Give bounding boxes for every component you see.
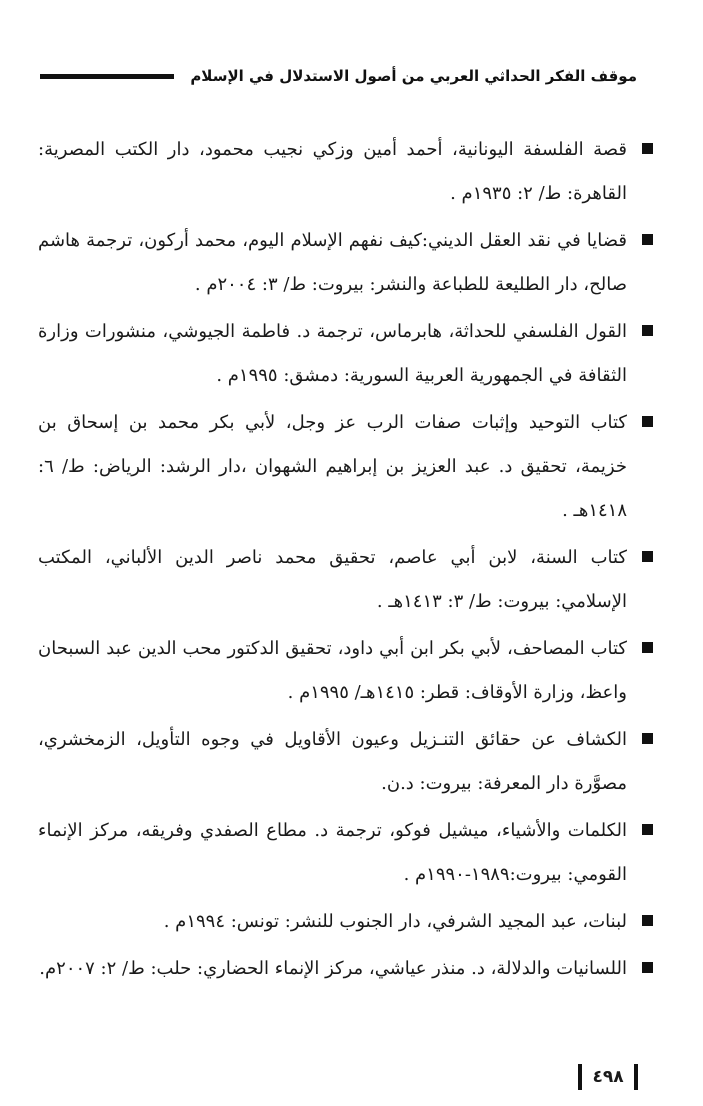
reference-item xyxy=(38,627,655,715)
reference-text: كتاب السنة، لابن أبي عاصم، تحقيق محمد ناصر الدين الألباني، المكتب الإسلامي: بيروت: ط/ ٣: ١٤١٣هـ . xyxy=(38,547,627,612)
square-bullet-icon xyxy=(642,325,653,336)
reference-text: الكشاف عن حقائق التنـزيل وعيون الأقاويل في وجوه التأويل، الزمخشري، مصوَّرة دار المعرفة: بيروت: د.ن. xyxy=(38,729,627,794)
square-bullet-icon xyxy=(642,733,653,744)
running-header xyxy=(40,60,637,92)
reference-item xyxy=(38,947,655,991)
header-title: موقف الفكر الحداثي العربي من أصول الاستدلال في الإسلام xyxy=(190,67,637,85)
reference-text: قصة الفلسفة اليونانية، أحمد أمين وزكي نجيب محمود، دار الكتب المصرية: القاهرة: ط/ ٢: ١٩٣٥م . xyxy=(38,139,627,204)
reference-text: الكلمات والأشياء، ميشيل فوكو، ترجمة د. مطاع الصفدي وفريقه، مركز الإنماء القومي: بيروت:١٩٨٩-١٩٩٠م . xyxy=(38,820,627,885)
square-bullet-icon xyxy=(642,143,653,154)
square-bullet-icon xyxy=(642,915,653,926)
reference-text: لبنات، عبد المجيد الشرفي، دار الجنوب للنشر: تونس: ١٩٩٤م . xyxy=(163,911,627,932)
reference-text: اللسانيات والدلالة، د. منذر عياشي، مركز الإنماء الحضاري: حلب: ط/ ٢: ٢٠٠٧م. xyxy=(39,958,627,979)
reference-list xyxy=(38,128,655,994)
square-bullet-icon xyxy=(642,642,653,653)
page-number: ٤٩٨ xyxy=(578,1064,638,1090)
reference-text: قضايا في نقد العقل الديني:كيف نفهم الإسلام اليوم، محمد أركون، ترجمة هاشم صالح، دار الطليعة للطباعة والنشر: بيروت: ط/ ٣: ٢٠٠٤م . xyxy=(38,230,627,295)
reference-item xyxy=(38,718,655,806)
reference-text: كتاب المصاحف، لأبي بكر ابن أبي داود، تحقيق الدكتور محب الدين عبد السبحان واعظ، وزارة الأوقاف: قطر: ١٤١٥هـ/ ١٩٩٥م . xyxy=(38,638,627,703)
square-bullet-icon xyxy=(642,416,653,427)
header-rule xyxy=(40,74,174,79)
reference-item xyxy=(38,310,655,398)
reference-item xyxy=(38,401,655,533)
square-bullet-icon xyxy=(642,551,653,562)
square-bullet-icon xyxy=(642,234,653,245)
square-bullet-icon xyxy=(642,824,653,835)
reference-item xyxy=(38,809,655,897)
reference-text: كتاب التوحيد وإثبات صفات الرب عز وجل، لأبي بكر محمد بن إسحاق بن خزيمة، تحقيق د. عبد العزيز بن إبراهيم الشهوان ،دار الرشد: الرياض: ط/ ٦: ١٤١٨هـ . xyxy=(38,412,627,521)
reference-item xyxy=(38,900,655,944)
reference-text: القول الفلسفي للحداثة، هابرماس، ترجمة د. فاطمة الجيوشي، منشورات وزارة الثقافة في الجمهورية العربية السورية: دمشق: ١٩٩٥م . xyxy=(38,321,627,386)
square-bullet-icon xyxy=(642,962,653,973)
reference-item xyxy=(38,536,655,624)
reference-item xyxy=(38,219,655,307)
reference-item xyxy=(38,128,655,216)
